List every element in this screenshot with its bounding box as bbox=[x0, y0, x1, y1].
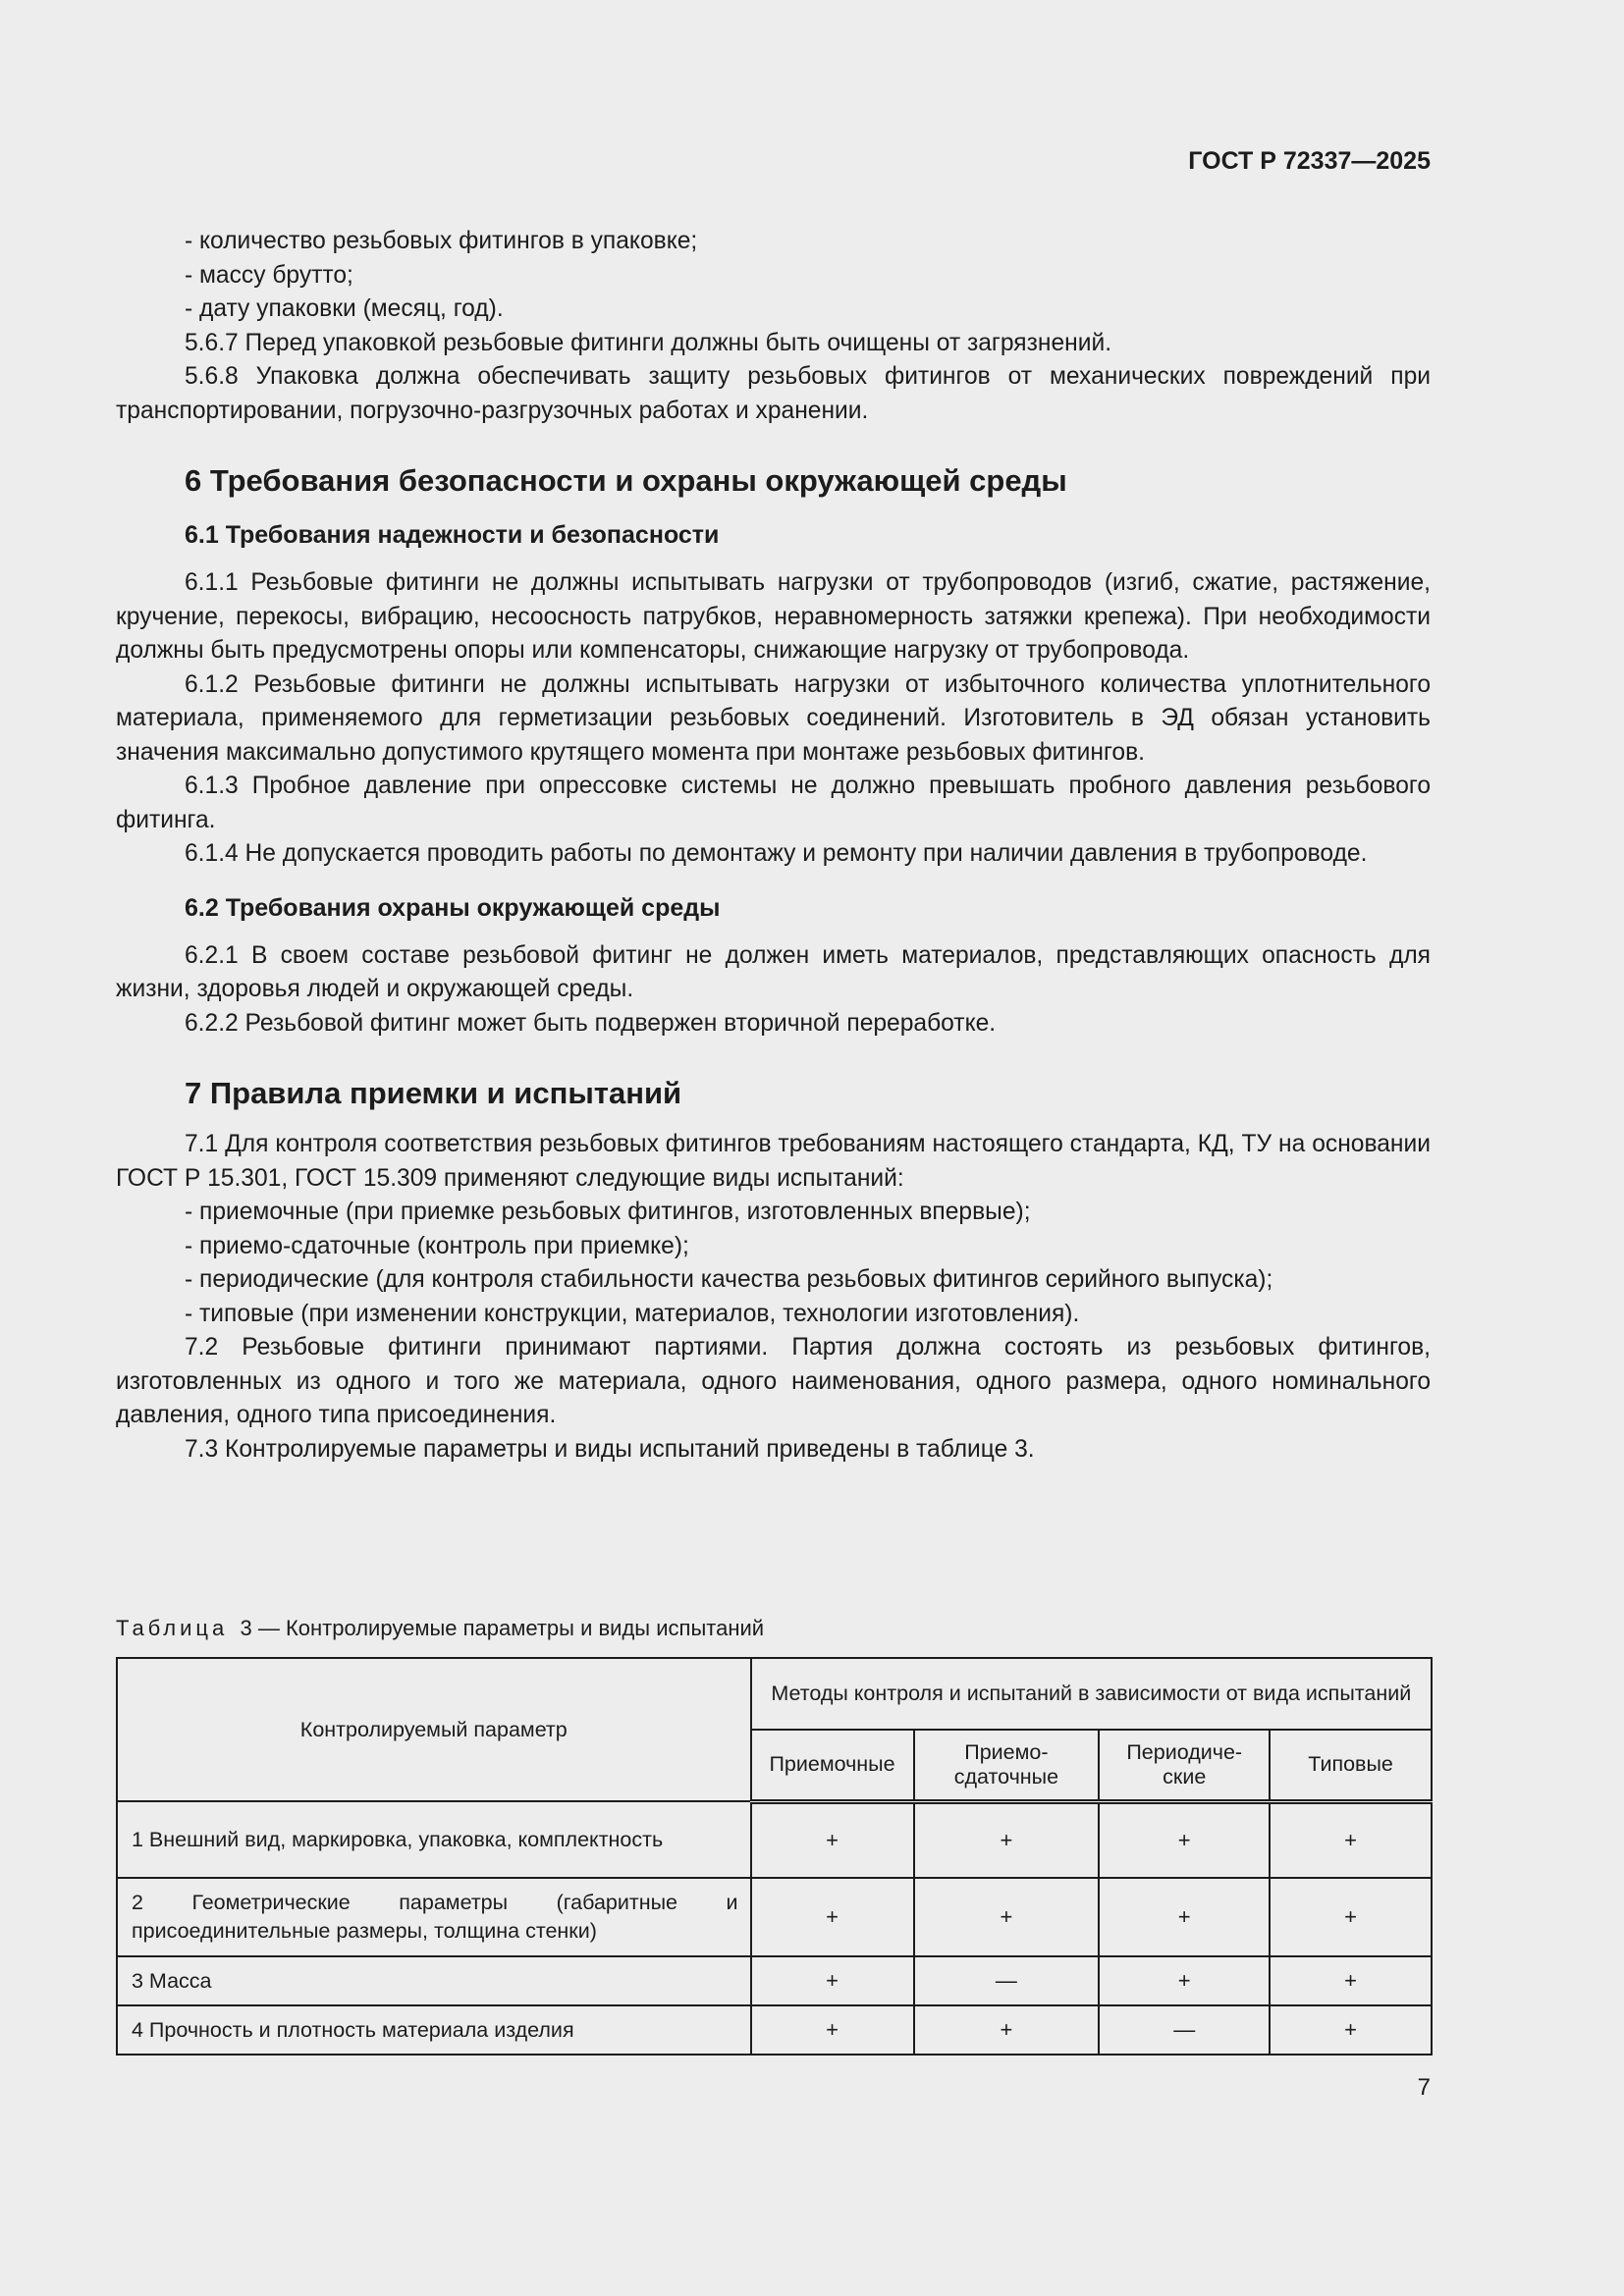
table-caption bbox=[116, 1614, 764, 1643]
header-col-type: Типовые bbox=[1270, 1730, 1432, 1801]
row-mark: + bbox=[1270, 1956, 1432, 2005]
row-mark: + bbox=[1270, 1878, 1432, 1956]
paragraph-6-1-3: 6.1.3 Пробное давление при опрессовке системы не должно превышать пробного давления резьбового фитинга. bbox=[116, 773, 1431, 833]
list-item: - типовые (при изменении конструкции, материалов, технологии изготовления). bbox=[185, 1300, 1080, 1327]
table-row bbox=[117, 1878, 1432, 1956]
paragraph-7-2: 7.2 Резьбовые фитинги принимают партиями. Партия должна состоять из резьбовых фитингов, изготовленных из одного и того же материала, одного наименования, одного размера, одного номинального давления, одного типа присоединения. bbox=[116, 1334, 1431, 1428]
list-item: - дату упаковки (месяц, год). bbox=[185, 295, 504, 322]
row-param: 1 Внешний вид, маркировка, упаковка, комплектность bbox=[117, 1801, 751, 1878]
row-mark: + bbox=[1270, 2005, 1432, 2055]
paragraph-6-1-2: 6.1.2 Резьбовые фитинги не должны испытывать нагрузки от избыточного количества уплотнительного материала, применяемого для герметизации резьбовых соединений. Изготовитель в ЭД обязан установить значения максимально допустимого крутящего момента при монтаже резьбовых фитингов. bbox=[116, 670, 1431, 766]
row-mark: + bbox=[1099, 1956, 1270, 2005]
row-param: 2 Геометрические параметры (габаритные и присоединительные размеры, толщина стенки) bbox=[117, 1878, 751, 1956]
row-mark: — bbox=[914, 1956, 1100, 2005]
paragraph-7-1: 7.1 Для контроля соответствия резьбовых фитингов требованиям настоящего стандарта, КД, ТУ на основании ГОСТ Р 15.301, ГОСТ 15.309 применяют следующие виды испытаний: bbox=[116, 1131, 1431, 1192]
table-3 bbox=[116, 1657, 1433, 2056]
standard-code: ГОСТ Р 72337—2025 bbox=[1188, 147, 1431, 175]
row-mark: + bbox=[751, 1956, 914, 2005]
list-item: - количество резьбовых фитингов в упаковке; bbox=[185, 228, 698, 254]
row-mark: + bbox=[914, 1878, 1100, 1956]
row-mark: + bbox=[751, 2005, 914, 2055]
list-item: - приемо-сдаточные (контроль при приемке); bbox=[185, 1232, 689, 1259]
list-item: - приемочные (при приемке резьбовых фитингов, изготовленных впервые); bbox=[185, 1199, 1031, 1225]
header-col-acceptance: Приемочные bbox=[751, 1730, 914, 1801]
subsection-6-2-heading: 6.2 Требования охраны окружающей среды bbox=[185, 893, 721, 922]
row-param: 3 Масса bbox=[117, 1956, 751, 2005]
paragraph-5-6-8: 5.6.8 Упаковка должна обеспечивать защиту резьбовых фитингов от механических повреждений при транспортировании, погрузочно-разгрузочных работах и хранении. bbox=[116, 363, 1431, 424]
header-param: Контролируемый параметр bbox=[117, 1658, 751, 1801]
row-mark: + bbox=[751, 1801, 914, 1878]
body-text bbox=[116, 225, 1431, 1467]
list-item: - периодические (для контроля стабильности качества резьбовых фитингов серийного выпуска); bbox=[185, 1266, 1273, 1293]
row-mark: + bbox=[914, 2005, 1100, 2055]
row-mark: — bbox=[1099, 2005, 1270, 2055]
page-number: 7 bbox=[1417, 2074, 1431, 2101]
table-row bbox=[117, 1956, 1432, 2005]
header-col-delivery: Приемо- сдаточные bbox=[914, 1730, 1100, 1801]
row-param: 4 Прочность и плотность материала изделия bbox=[117, 2005, 751, 2055]
row-mark: + bbox=[1099, 1801, 1270, 1878]
table-row bbox=[117, 1801, 1432, 1878]
list-item: - массу брутто; bbox=[185, 261, 353, 289]
row-mark: + bbox=[914, 1801, 1100, 1878]
section-6-heading: 6 Требования безопасности и охраны окружающей среды bbox=[185, 463, 1067, 498]
paragraph-6-1-1: 6.1.1 Резьбовые фитинги не должны испытывать нагрузки от трубопроводов (изгиб, сжатие, растяжение, кручение, перекосы, вибрацию, несоосность патрубков, неравномерность затяжки крепежа). При необходимости должны быть предусмотрены опоры или компенсаторы, снижающие нагрузку от трубопровода. bbox=[116, 569, 1431, 664]
table-row bbox=[117, 2005, 1432, 2055]
paragraph-7-3: 7.3 Контролируемые параметры и виды испытаний приведены в таблице 3. bbox=[185, 1435, 1035, 1463]
subsection-6-1-heading: 6.1 Требования надежности и безопасности bbox=[185, 521, 720, 549]
header-group: Методы контроля и испытаний в зависимости от вида испытаний bbox=[751, 1658, 1432, 1730]
row-mark: + bbox=[751, 1878, 914, 1956]
paragraph-6-1-4: 6.1.4 Не допускается проводить работы по демонтажу и ремонту при наличии давления в трубопроводе. bbox=[185, 840, 1368, 867]
header-col-periodic: Периодиче- ские bbox=[1099, 1730, 1270, 1801]
table-caption-word: Таблица bbox=[116, 1616, 229, 1640]
paragraph-6-2-1: 6.2.1 В своем составе резьбовой фитинг не должен иметь материалов, представляющих опасность для жизни, здоровья людей и окружающей среды. bbox=[116, 941, 1431, 1002]
paragraph-6-2-2: 6.2.2 Резьбовой фитинг может быть подвержен вторичной переработке. bbox=[185, 1009, 997, 1037]
paragraph-5-6-7: 5.6.7 Перед упаковкой резьбовые фитинги должны быть очищены от загрязнений. bbox=[185, 329, 1112, 356]
row-mark: + bbox=[1270, 1801, 1432, 1878]
row-mark: + bbox=[1099, 1878, 1270, 1956]
section-7-heading: 7 Правила приемки и испытаний bbox=[185, 1076, 682, 1110]
table-caption-title: 3 — Контролируемые параметры и виды испытаний bbox=[240, 1616, 765, 1640]
